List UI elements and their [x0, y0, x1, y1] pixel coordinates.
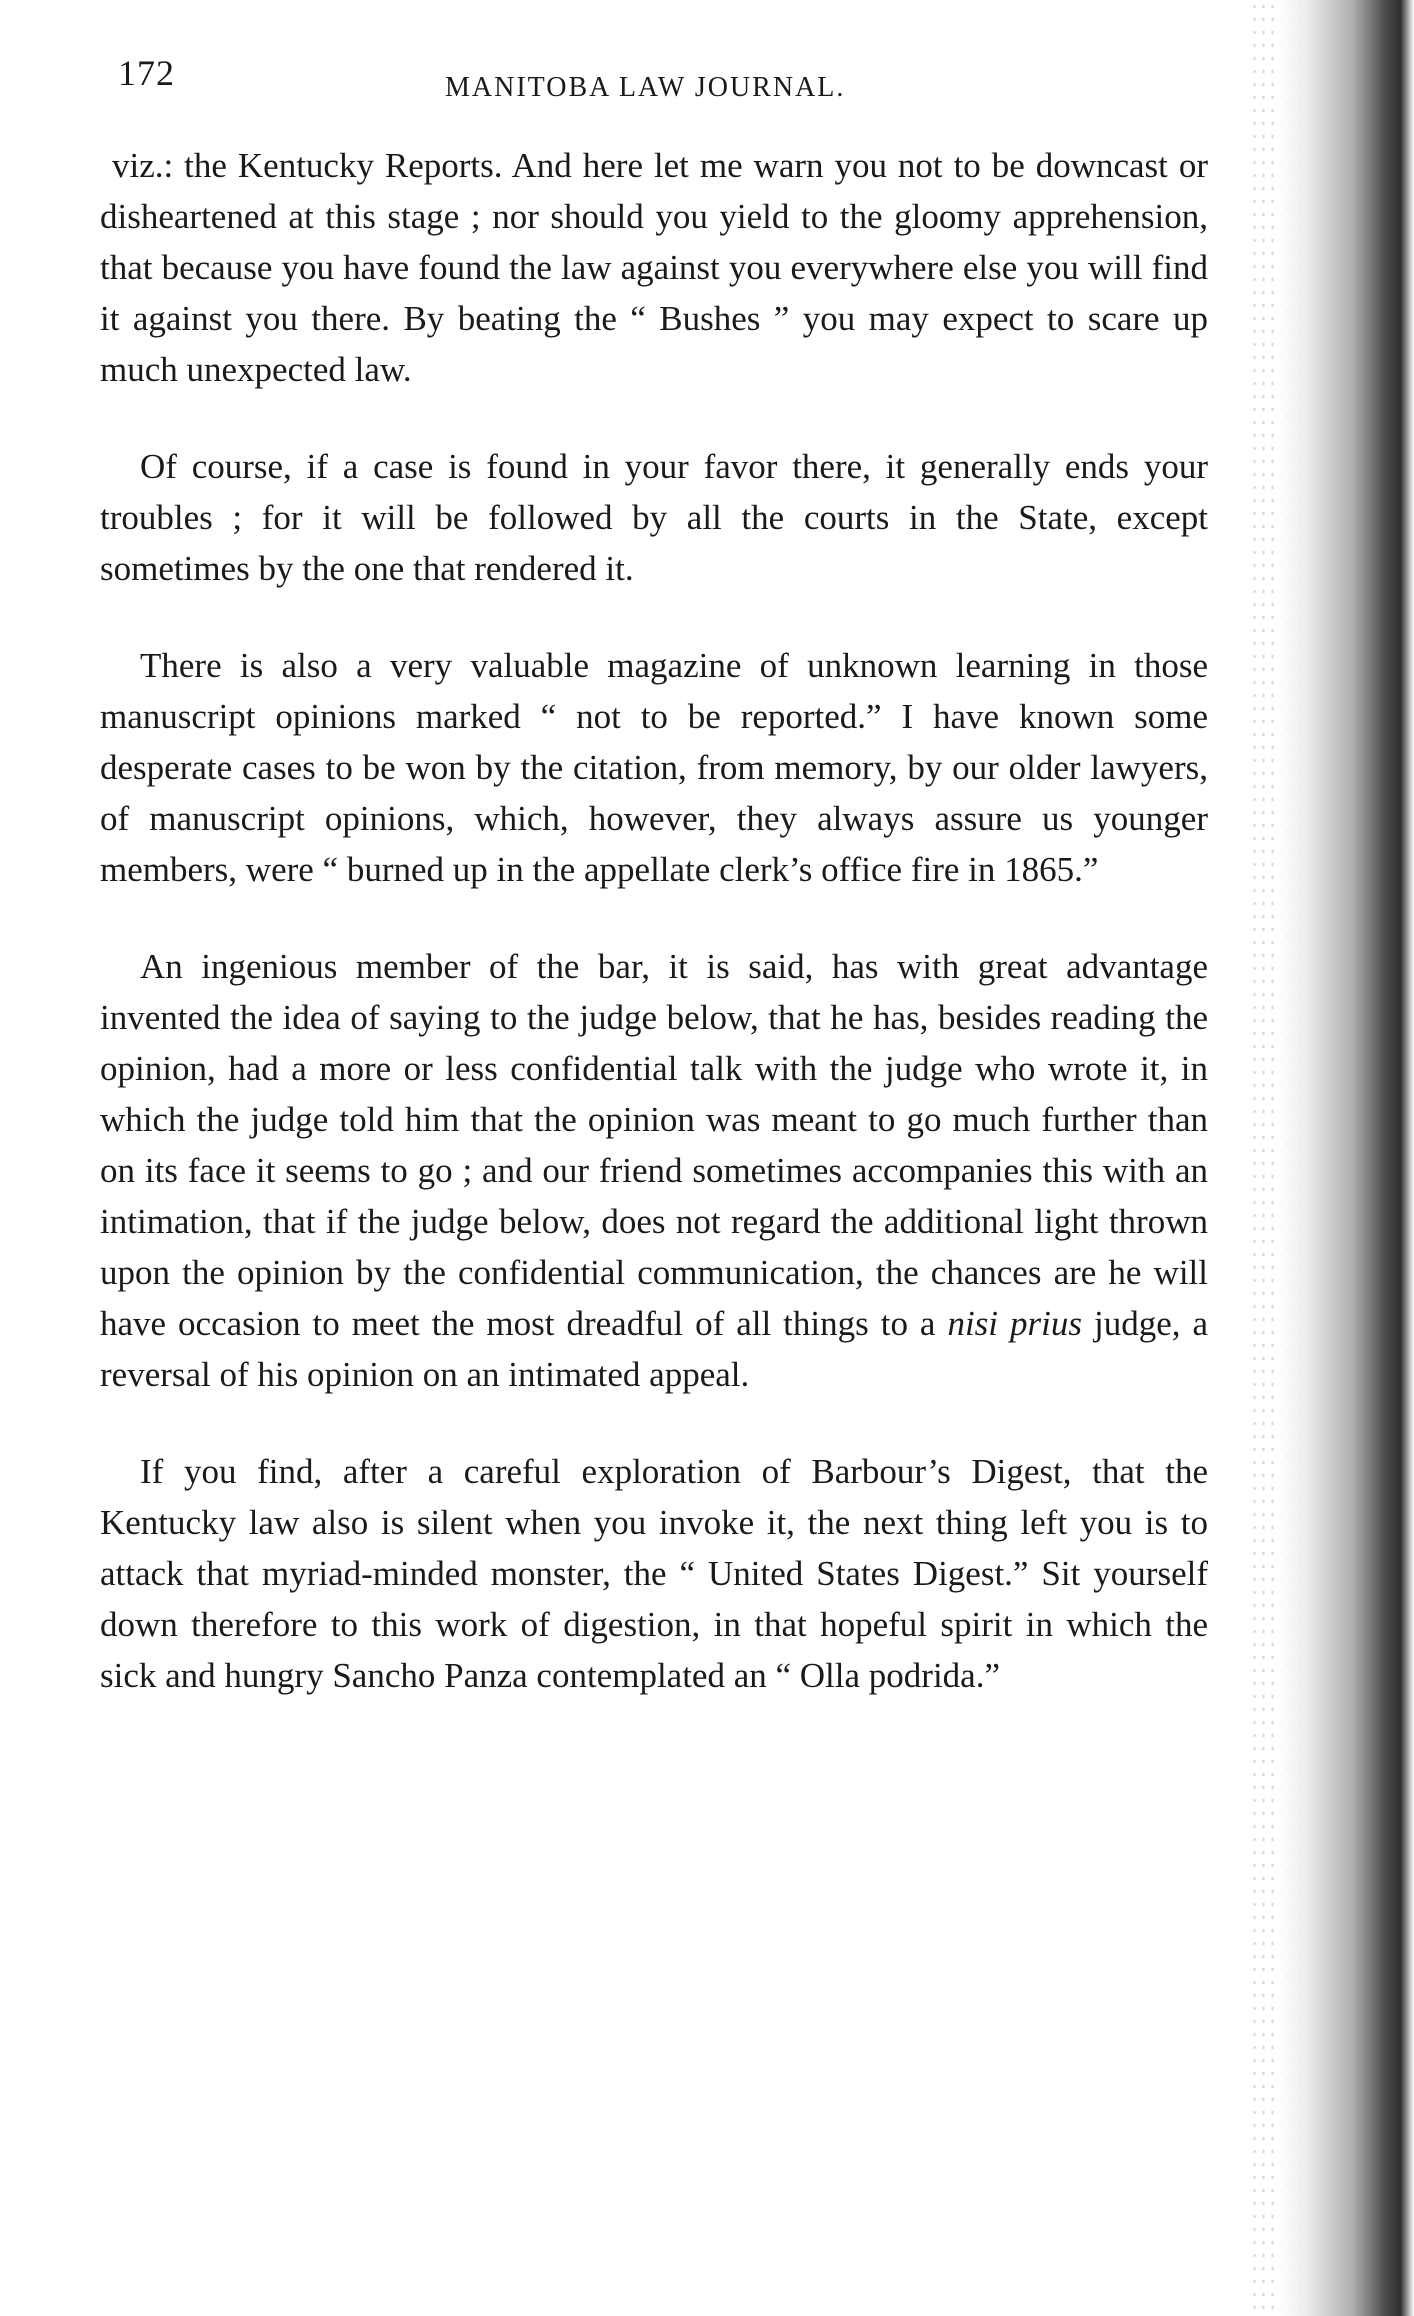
paragraph-4-text-b: judge, a reversal of his opinion on an intimated appeal. [100, 1304, 1208, 1394]
paragraph-4-text-a: An ingenious member of the bar, it is said, has with great advantage invented the idea of saying to the judge below, that he has, besides reading the opinion, had a more or less confidential talk with the judge who wrote it, in which the judge told him that the opinion was meant to go much further than on its face it seems to go ; and our friend sometimes accompanies this with an intimation, that if the judge below, does not regard the additional light thrown upon the opinion by the confidential communication, the chances are he will have occasion to meet the most dreadful of all things to a [100, 947, 1208, 1343]
body-text [100, 140, 1208, 1747]
paragraph-3: There is also a very valuable magazine of unknown learning in those manuscript opinions marked “ not to be reported.” I have known some desperate cases to be won by the citation, from memory, by our older lawyers, of manuscript opinions, which, however, they always assure us younger members, were “ burned up in the appellate clerk’s office fire in 1865.” [100, 646, 1208, 889]
page-number: 172 [118, 53, 175, 93]
italic-phrase: nisi prius [947, 1304, 1082, 1343]
binding-shadow [1278, 0, 1414, 2316]
running-head: MANITOBA LAW JOURNAL. [445, 72, 846, 103]
paragraph-5: If you find, after a careful exploration of Barbour’s Digest, that the Kentucky law also is silent when you invoke it, the next thing left you is to attack that myriad-minded monster, the “ United States Digest.” Sit yourself down therefore to this work of digestion, in that hopeful spirit in which the sick and hungry Sancho Panza contemplated an “ Olla podrida.” [100, 1452, 1208, 1695]
paragraph-4 [100, 941, 1208, 1400]
paragraph-1: viz.: the Kentucky Reports. And here let me warn you not to be downcast or disheartened at this stage ; nor should you yield to the gloomy apprehension, that because you have found the law against you everywhere else you will find it against you there. By beating the “ Bushes ” you may expect to scare up much unexpected law. [100, 146, 1208, 389]
paragraph-2: Of course, if a case is found in your favor there, it generally ends your troubles ; for it will be followed by all the courts in the State, except sometimes by the one that rendered it. [100, 447, 1208, 588]
